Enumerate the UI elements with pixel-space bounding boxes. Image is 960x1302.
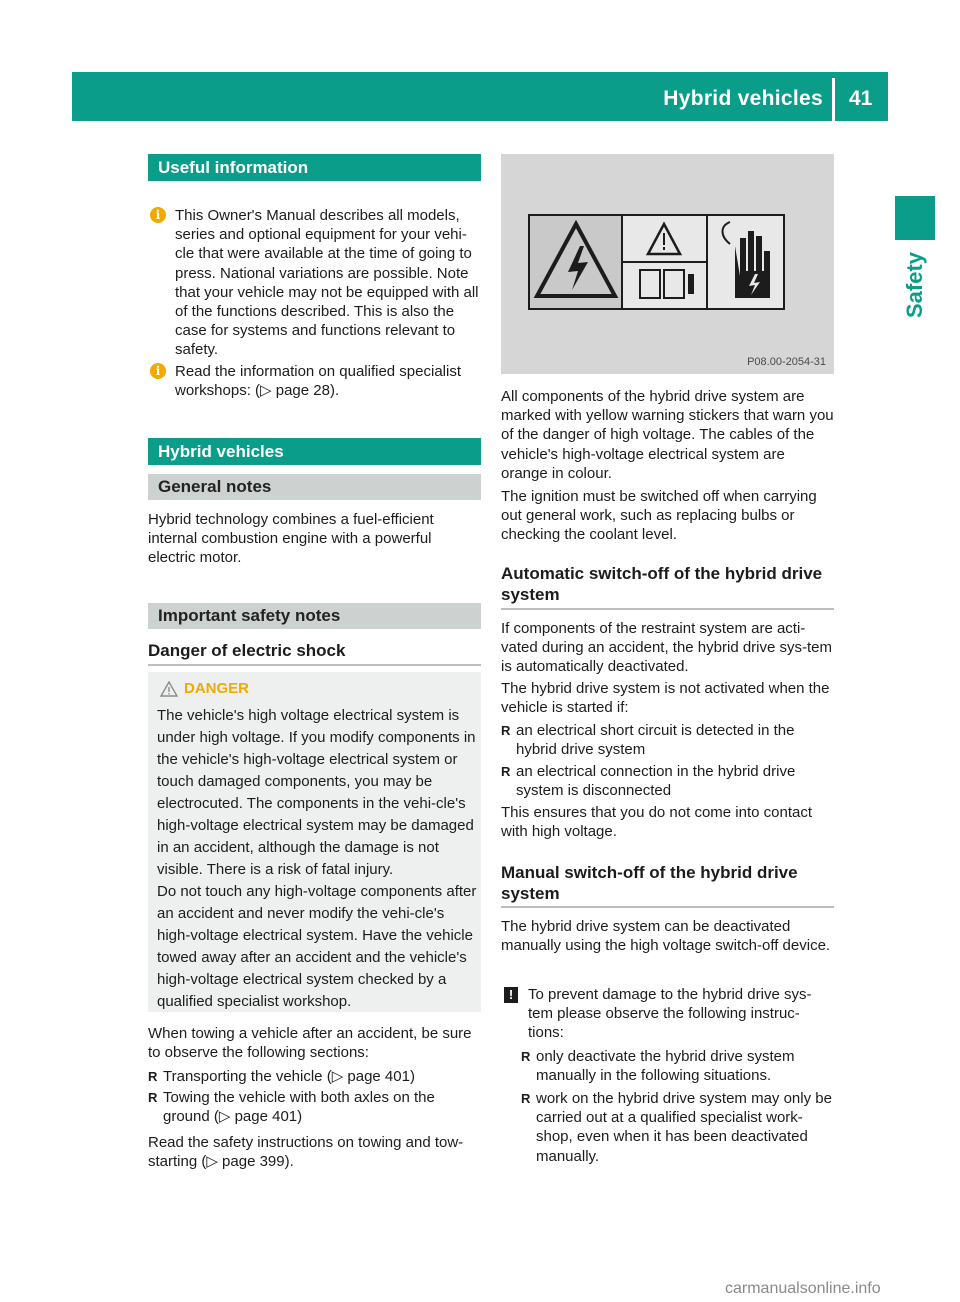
divider bbox=[148, 664, 481, 666]
list-item: R only deactivate the hybrid drive system manually in the following situations. bbox=[521, 1048, 795, 1085]
bullet-icon: R bbox=[148, 1090, 158, 1105]
info-icon: i bbox=[150, 207, 166, 223]
list-item: R work on the hybrid drive system may only be carried out at a qualified specialist work-shop, even when it has been deactivated manually. bbox=[521, 1090, 832, 1165]
info-icon: i bbox=[150, 363, 166, 379]
bullet-icon: R bbox=[521, 1091, 531, 1106]
auto-switch-off-heading: Automatic switch-off of the hybrid drive system bbox=[501, 564, 823, 604]
warning-sticker-figure bbox=[501, 154, 834, 374]
info-note-2: i Read the information on qualified specialist workshops: (▷ page 28). bbox=[148, 362, 481, 400]
ignition-text: The ignition must be switched off when carrying out general work, such as replacing bulbs or checking the coolant level. bbox=[501, 488, 817, 544]
manual-note-text: To prevent damage to the hybrid drive sys-tem please observe the following instruc-tions: bbox=[528, 986, 812, 1042]
divider bbox=[501, 906, 834, 908]
important-safety-heading: Important safety notes bbox=[148, 603, 481, 629]
bullet-icon: R bbox=[521, 1049, 531, 1064]
list-item: R an electrical connection in the hybrid drive system is disconnected bbox=[501, 763, 796, 800]
auto-switch-off-text-2: The hybrid drive system is not activated when the vehicle is started if: bbox=[501, 680, 830, 717]
page-title: Hybrid vehicles bbox=[663, 87, 823, 110]
section-tab-block bbox=[895, 196, 935, 240]
section-tab-label: Safety bbox=[902, 251, 927, 319]
auto-switch-off-text-3: This ensures that you do not come into contact with high voltage. bbox=[501, 804, 813, 841]
danger-label: DANGER bbox=[160, 680, 249, 697]
list-item: R Transporting the vehicle (▷ page 401) bbox=[148, 1068, 415, 1085]
danger-paragraph-2: Do not touch any high-voltage components after an accident and never modify the vehi-cle's high-voltage electrical system. Have the vehicle towed away after an accident and the vehicle's high-voltage electrical system checked by a qualified specialist workshop. bbox=[157, 883, 477, 1010]
high-voltage-warning-icon bbox=[530, 216, 783, 308]
list-item: R an electrical short circuit is detected in the hybrid drive system bbox=[501, 722, 795, 759]
auto-switch-off-text-1: If components of the restraint system are acti-vated during an accident, the hybrid drive sys-tem is automatically deactivated. bbox=[501, 620, 833, 676]
warning-sticker-text: All components of the hybrid drive system are marked with yellow warning stickers that warn you of the danger of high voltage. The cables of the vehicle's high-voltage electrical system are orange in colour. bbox=[501, 388, 834, 482]
figure-label: P08.00-2054-31 bbox=[747, 356, 826, 368]
danger-paragraph-1: The vehicle's high voltage electrical system is under high voltage. If you modify components in the vehicle's high-voltage electrical system or touch damaged components, you may be electrocuted. The components in the vehi-cle's high-voltage electrical system may be damaged in an accident, although the damage is not visible. There is a risk of fatal injury. bbox=[157, 707, 476, 878]
safety-reference: Read the safety instructions on towing and tow-starting (▷ page 399). bbox=[148, 1134, 464, 1171]
warning-sticker bbox=[528, 214, 785, 310]
manual-switch-off-text: The hybrid drive system can be deactivated manually using the high voltage switch-off device. bbox=[501, 918, 831, 955]
exclamation-icon: ! bbox=[504, 987, 518, 1003]
info-note-1: i This Owner's Manual describes all models, series and optional equipment for your vehi-cle that were available at the time of going to press. National variations are possible. Note that your vehicle may not be equipped with all of the functions described. This is also the case for systems and functions relevant to safety. bbox=[148, 206, 481, 360]
danger-subheading: Danger of electric shock bbox=[148, 641, 346, 660]
page-number: 41 bbox=[849, 87, 873, 110]
bullet-icon: R bbox=[501, 764, 511, 779]
general-notes-heading: General notes bbox=[148, 474, 481, 500]
useful-info-heading: Useful information bbox=[148, 154, 481, 181]
list-item: R Towing the vehicle with both axles on the ground (▷ page 401) bbox=[148, 1089, 435, 1126]
watermark: carmanualsonline.info bbox=[725, 1280, 881, 1297]
warning-triangle-icon bbox=[160, 681, 178, 697]
divider bbox=[501, 608, 834, 610]
bullet-icon: R bbox=[148, 1069, 158, 1084]
general-notes-text: Hybrid technology combines a fuel-efficient internal combustion engine with a powerful electric motor. bbox=[148, 511, 434, 567]
header-divider bbox=[832, 78, 835, 121]
bullet-icon: R bbox=[501, 723, 511, 738]
manual-switch-off-heading: Manual switch-off of the hybrid drive system bbox=[501, 863, 798, 903]
towing-text: When towing a vehicle after an accident, be sure to observe the following sections: bbox=[148, 1025, 472, 1062]
hybrid-vehicles-heading: Hybrid vehicles bbox=[148, 438, 481, 465]
